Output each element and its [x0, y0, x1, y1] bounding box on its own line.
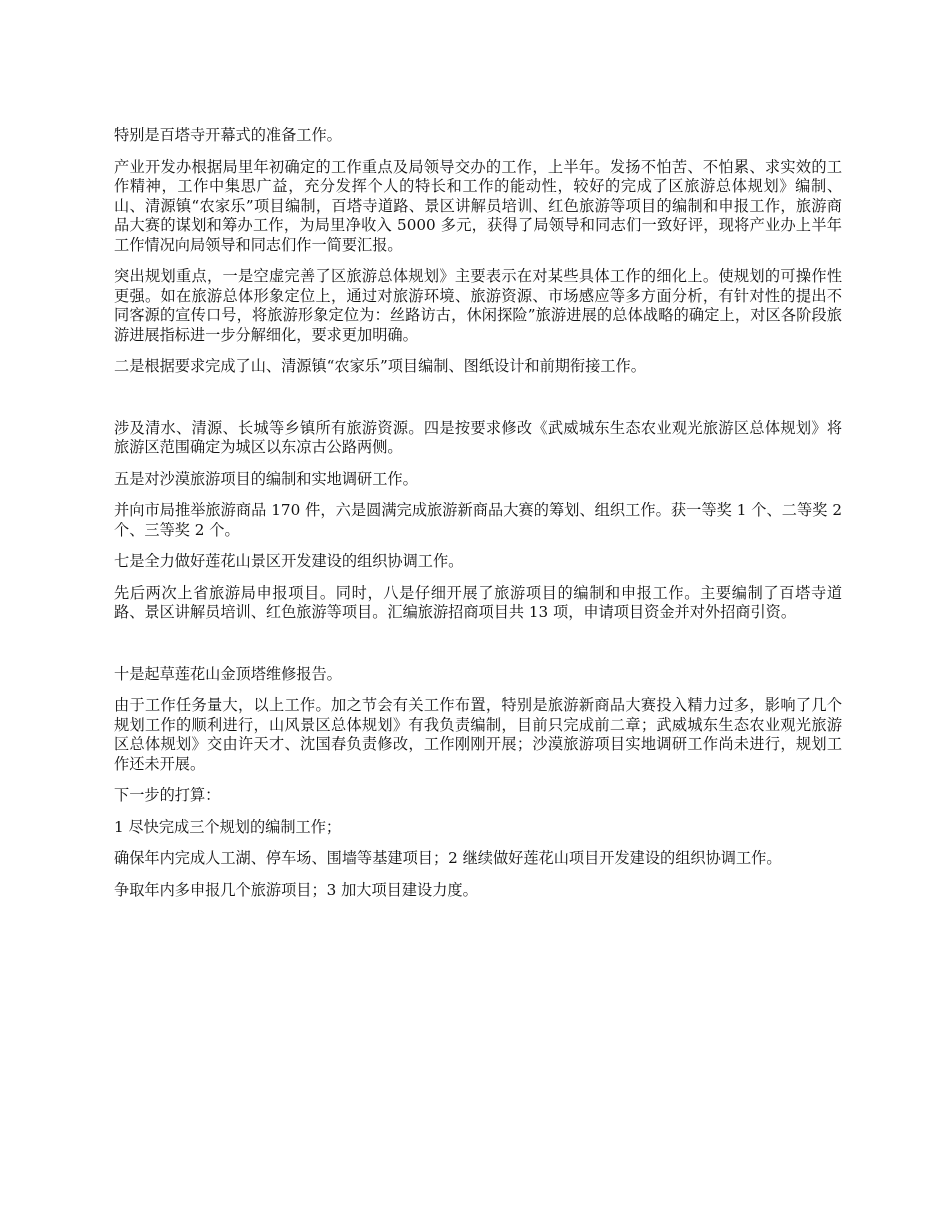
document-body [114, 126, 842, 912]
paragraph-2: 产业开发办根据局里年初确定的工作重点及局领导交办的工作，上半年。发扬不怕苦、不怕累、求实效的工作精神，工作中集思广益，充分发挥个人的特长和工作的能动性，较好的完成了区旅游总体规划》编制、山、清源镇“农家乐”项目编制，百塔寺道路、景区讲解员培训、红色旅游等项目的编制和申报工作，旅游商品大赛的谋划和筹办工作，为局里净收入 5000 多元，获得了局领导和同志们一致好评，现将产业办上半年工作情况向局领导和同志们作一简要汇报。 [114, 157, 842, 254]
paragraph-14: 确保年内完成人工湖、停车场、围墙等基建项目；2 继续做好莲花山项目开发建设的组织协调工作。 [114, 849, 782, 867]
paragraph-12: 下一步的打算： [114, 786, 221, 804]
paragraph-3: 突出规划重点，一是空虚完善了区旅游总体规划》主要表示在对某些具体工作的细化上。使规划的可操作性更强。如在旅游总体形象定位上，通过对旅游环境、旅游资源、市场感应等多方面分析，有针对性的提出不同客源的宣传口号，将旅游形象定位为：丝路访古，休闲探险”旅游进展的总体战略的确定上，对区各阶段旅游进展指标进一步分解细化，要求更加明确。 [114, 267, 842, 344]
paragraph-8: 七是全力做好莲花山景区开发建设的组织协调工作。 [114, 552, 464, 570]
paragraph-5: 涉及清水、清源、长城等乡镇所有旅游资源。四是按要求修改《武威城东生态农业观光旅游区总体规划》将旅游区范围确定为城区以东凉古公路两侧。 [114, 418, 842, 456]
paragraph-9: 先后两次上省旅游局申报项目。同时，八是仔细开展了旅游项目的编制和申报工作。主要编制了百塔寺道路、景区讲解员培训、红色旅游等项目。汇编旅游招商项目共 13 项，申请项目资金并对外招商引资。 [114, 583, 842, 621]
paragraph-gap [114, 635, 842, 665]
paragraph-15: 争取年内多申报几个旅游项目；3 加大项目建设力度。 [114, 880, 478, 899]
paragraph-13: 1 尽快完成三个规划的编制工作； [114, 817, 342, 836]
paragraph-11: 由于工作任务量大，以上工作。加之节会有关工作布置，特别是旅游新商品大赛投入精力过多，影响了几个规划工作的顺利进行，山风景区总体规划》有我负责编制，目前只完成前二章；武威城东生态农业观光旅游区总体规划》交由许天才、沈国春负责修改，工作刚刚开展；沙漠旅游项目实地调研工作尚未进行，规划工作还未开展。 [114, 696, 842, 773]
paragraph-gap [114, 389, 842, 419]
paragraph-6: 五是对沙漠旅游项目的编制和实地调研工作。 [114, 469, 418, 488]
paragraph-1: 特别是百塔寺开幕式的准备工作。 [114, 126, 342, 144]
paragraph-10: 十是起草莲花山金顶塔维修报告。 [114, 664, 342, 683]
paragraph-7: 并向市局推举旅游商品 170 件，六是圆满完成旅游新商品大赛的筹划、组织工作。获一等奖 1 个、二等奖 2 个、三等奖 2 个。 [114, 501, 842, 539]
paragraph-4: 二是根据要求完成了山、清源镇“农家乐”项目编制、图纸设计和前期衔接工作。 [114, 357, 646, 375]
